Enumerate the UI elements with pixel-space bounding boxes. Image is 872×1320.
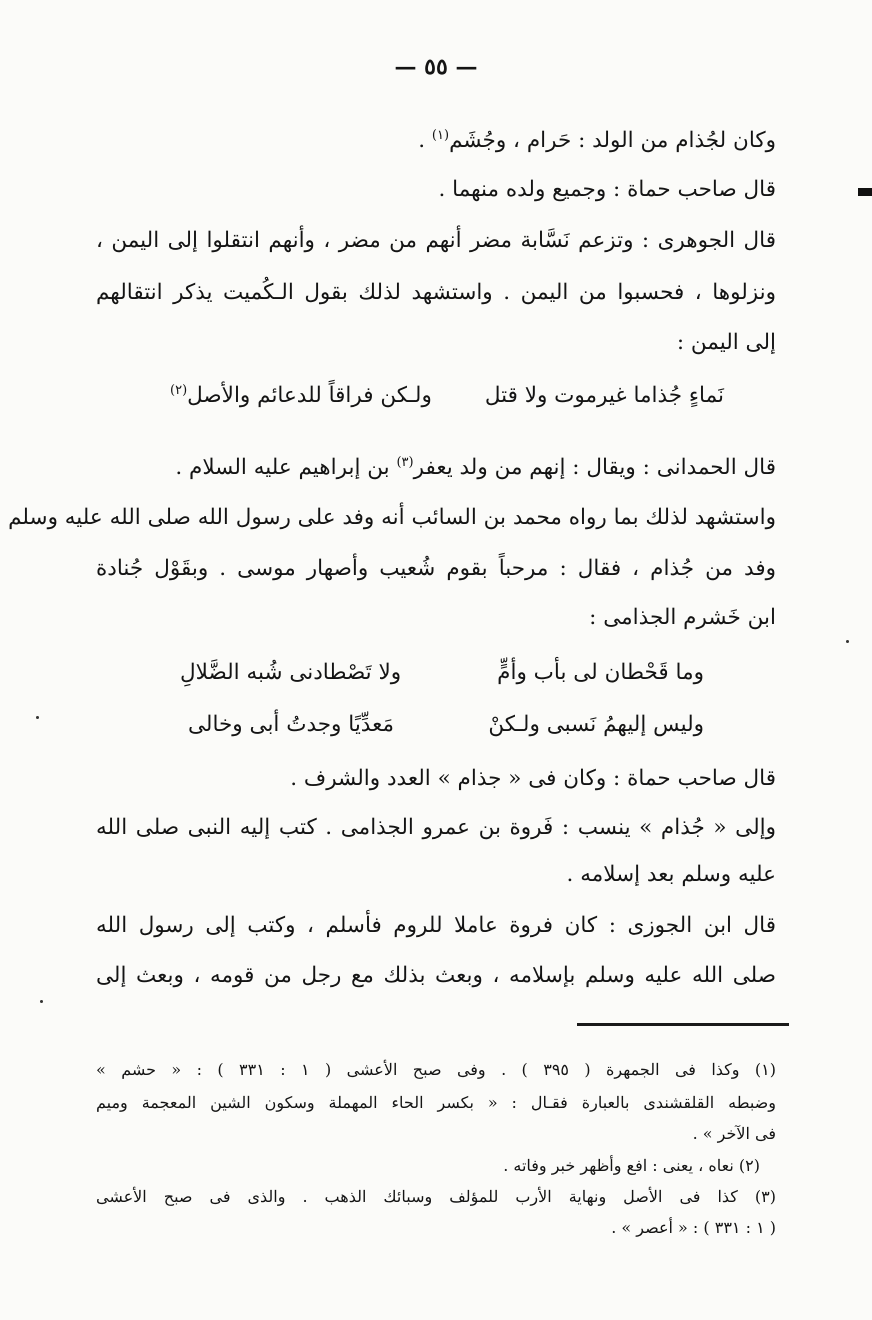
footnote-ref-1: (١): [431, 128, 450, 143]
body-line-10: قال صاحب حماة : وكان فى « جذام » العدد والشرف .: [290, 766, 776, 791]
footnote-1-line-2: وضبطه القلقشندى بالعبارة فقـال : « بكسر الحاء المهملة وسكون الشين المعجمة وميم: [96, 1093, 776, 1112]
print-speck: [846, 640, 849, 643]
footnote-rule: [577, 1023, 789, 1026]
verse-2-second-hemistich: ولا تَصْطادنى شُبه الضَّلالِ: [180, 660, 402, 685]
body-line-1: [418, 128, 776, 153]
body-line-4: ونزلوها ، فحسبوا من اليمن . واستشهد لذلك بقول الـكُميت يذكر انتقالهم: [96, 280, 776, 305]
body-line-12: عليه وسلم بعد إسلامه .: [566, 862, 776, 887]
print-speck: [40, 1000, 43, 1003]
body-line-6-text: قال الحمدانى : ويقال : إنهم من ولد يعفر: [413, 455, 776, 481]
print-speck: [36, 716, 39, 719]
footnote-2: (٢) نعاه ، يعنى : افع وأظهر خبر وفاته .: [503, 1156, 760, 1175]
verse-1-second-hemistich: [170, 383, 432, 408]
verse-2-first-hemistich: وما قَحْطان لى بأب وأمٍّ: [497, 660, 704, 685]
body-line-14: صلى الله عليه وسلم بإسلامه ، وبعث بذلك مع رجل من قومه ، وبعث إلى: [96, 963, 776, 988]
body-line-5: إلى اليمن :: [676, 330, 776, 355]
footnote-3-line-1: (٣) كذا فى الأصل ونهاية الأرب للمؤلف وسبائك الذهب . والذى فى صبح الأعشى: [96, 1187, 776, 1206]
body-line-11: وإلى « جُذام » ينسب : فَروة بن عمرو الجذامى . كتب إليه النبى صلى الله: [96, 815, 776, 840]
body-line-1-end: .: [418, 128, 432, 154]
body-line-6-end: بن إبراهيم عليه السلام .: [175, 455, 397, 481]
body-line-9: ابن خَشرم الجذامى :: [589, 605, 776, 630]
footnote-1-line-3: فى الآخر » .: [692, 1124, 776, 1143]
body-line-6: [175, 455, 776, 480]
margin-mark: [858, 188, 872, 196]
body-line-13: قال ابن الجوزى : كان فروة عاملا للروم فأسلم ، وكتب إلى رسول الله: [96, 913, 776, 938]
footnote-ref-2: (٢): [170, 383, 188, 398]
footnote-1-line-1: (١) وكذا فى الجمهرة ( ٣٩٥ ) . وفى صبح الأعشى ( ١ : ٣٣١ ) : « حشم »: [96, 1060, 777, 1079]
verse-3-first-hemistich: وليس إليهمُ نَسبى ولـكنْ: [488, 712, 704, 737]
verse-1-second-text: ولـكن فراقاً للدعائم والأصل: [187, 383, 432, 409]
body-line-7: واستشهد لذلك بما رواه محمد بن السائب أنه وفد على رسول الله صلى الله عليه وسلم: [8, 505, 776, 530]
body-line-3: قال الجوهرى : وتزعم نَسَّابة مضر أنهم من مضر ، وأنهم انتقلوا إلى اليمن ،: [96, 228, 776, 253]
page-number: — ٥٥ —: [394, 54, 478, 80]
body-line-8: وفد من جُذام ، فقال : مرحباً بقوم شُعيب وأصهار موسى . وبقَوْل جُنادة: [96, 556, 776, 581]
verse-1-first-hemistich: نَماءٍ جُذاما غيرموت ولا قتل: [484, 383, 724, 408]
verse-3-second-hemistich: مَعدِّيًا وجدتُ أبى وخالى: [188, 712, 394, 737]
footnote-3-line-2: ( ١ : ٣٣١ ) : « أعصر » .: [611, 1218, 776, 1237]
body-line-2: قال صاحب حماة : وجميع ولده منهما .: [438, 177, 776, 202]
body-line-1-text: وكان لجُذام من الولد : حَرام ، وجُشَم: [449, 128, 776, 154]
footnote-ref-3: (٣): [396, 455, 414, 470]
